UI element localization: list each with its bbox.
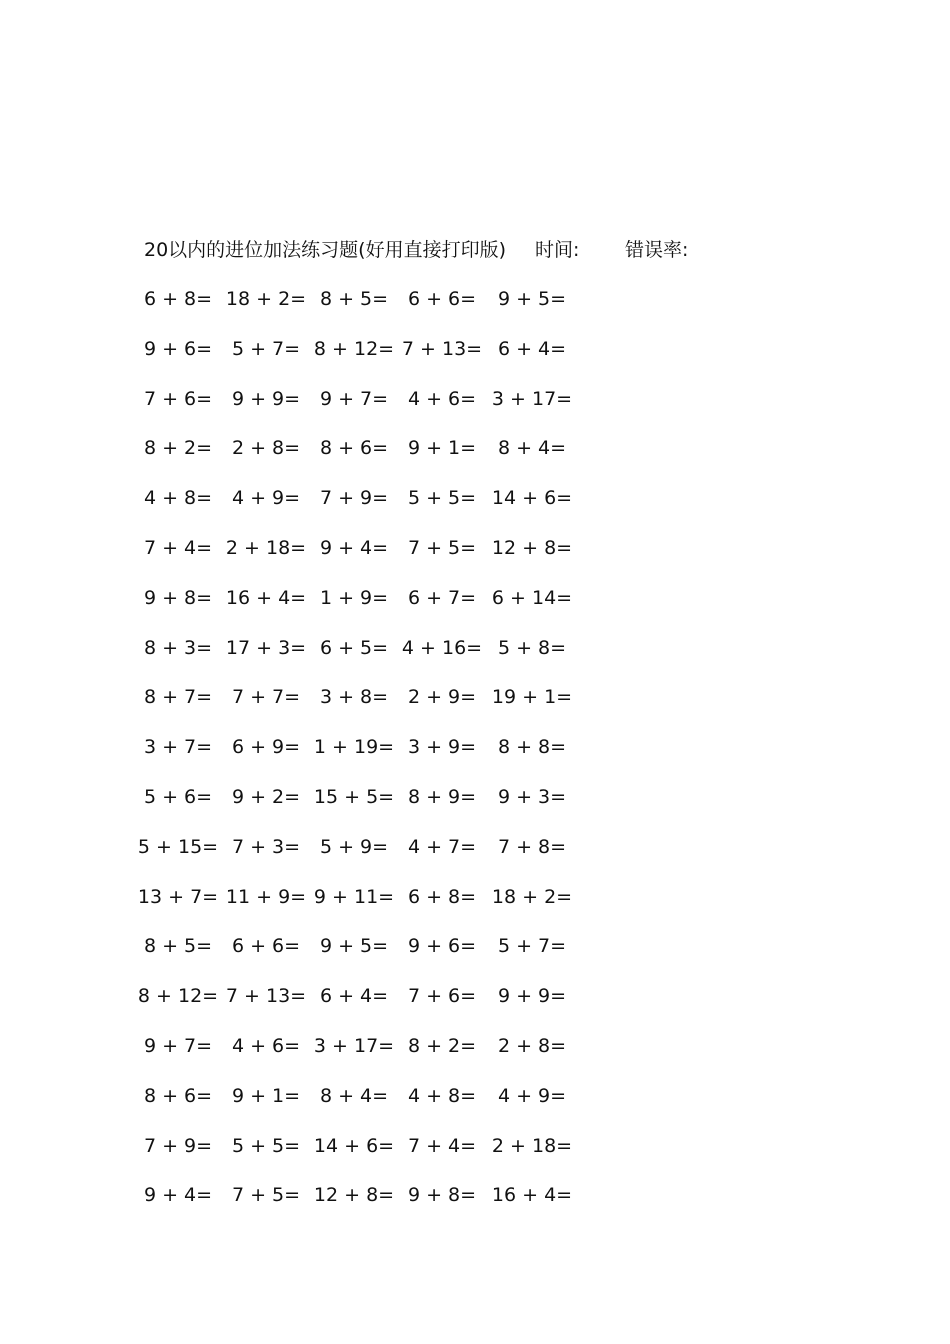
problem-cell: 2 + 18=: [491, 1135, 573, 1157]
problem-cell: 5 + 7=: [231, 338, 301, 360]
problem-cell: 7 + 3=: [231, 836, 301, 858]
problem-cell: 8 + 5=: [143, 935, 213, 957]
problem-cell: 5 + 8=: [497, 637, 567, 659]
problem-cell: 16 + 4=: [491, 1184, 573, 1206]
problem-cell: 5 + 15=: [137, 836, 219, 858]
problem-cell: 7 + 4=: [143, 537, 213, 559]
problem-cell: 7 + 9=: [319, 487, 389, 509]
problem-cell: 7 + 7=: [231, 686, 301, 708]
problem-cell: 9 + 11=: [313, 886, 395, 908]
problem-cell: 8 + 3=: [143, 637, 213, 659]
problem-cell: 4 + 8=: [407, 1085, 477, 1107]
problem-cell: 1 + 19=: [313, 736, 395, 758]
problem-cell: 9 + 8=: [143, 587, 213, 609]
problem-cell: 13 + 7=: [137, 886, 219, 908]
problem-cell: 9 + 9=: [231, 388, 301, 410]
problem-cell: 4 + 7=: [407, 836, 477, 858]
problem-cell: 3 + 9=: [407, 736, 477, 758]
problem-cell: 15 + 5=: [313, 786, 395, 808]
problem-cell: 16 + 4=: [225, 587, 307, 609]
worksheet-title: 20以内的进位加法练习题(好用直接打印版): [144, 239, 507, 261]
problem-cell: 3 + 7=: [143, 736, 213, 758]
problem-cell: 7 + 8=: [497, 836, 567, 858]
problem-cell: 5 + 9=: [319, 836, 389, 858]
problem-cell: 19 + 1=: [491, 686, 573, 708]
problem-cell: 8 + 4=: [497, 437, 567, 459]
problem-cell: 17 + 3=: [225, 637, 307, 659]
problem-cell: 2 + 8=: [497, 1035, 567, 1057]
problem-cell: 4 + 6=: [231, 1035, 301, 1057]
problem-cell: 8 + 7=: [143, 686, 213, 708]
problem-cell: 12 + 8=: [313, 1184, 395, 1206]
problem-cell: 4 + 6=: [407, 388, 477, 410]
problem-cell: 6 + 9=: [231, 736, 301, 758]
problem-cell: 6 + 6=: [407, 288, 477, 310]
problem-cell: 6 + 5=: [319, 637, 389, 659]
problem-cell: 8 + 12=: [313, 338, 395, 360]
problem-cell: 9 + 7=: [143, 1035, 213, 1057]
problem-cell: 7 + 5=: [231, 1184, 301, 1206]
problem-cell: 2 + 18=: [225, 537, 307, 559]
problem-cell: 9 + 1=: [231, 1085, 301, 1107]
problem-cell: 6 + 4=: [319, 985, 389, 1007]
problem-cell: 3 + 17=: [491, 388, 573, 410]
problem-cell: 8 + 8=: [497, 736, 567, 758]
problem-cell: 8 + 6=: [143, 1085, 213, 1107]
problem-cell: 4 + 9=: [231, 487, 301, 509]
problem-cell: 18 + 2=: [225, 288, 307, 310]
problem-cell: 3 + 17=: [313, 1035, 395, 1057]
problem-cell: 7 + 5=: [407, 537, 477, 559]
problem-cell: 2 + 8=: [231, 437, 301, 459]
problem-cell: 1 + 9=: [319, 587, 389, 609]
problem-cell: 8 + 2=: [143, 437, 213, 459]
problem-cell: 8 + 12=: [137, 985, 219, 1007]
problem-cell: 6 + 8=: [407, 886, 477, 908]
problem-cell: 14 + 6=: [491, 487, 573, 509]
problem-cell: 9 + 3=: [497, 786, 567, 808]
problem-cell: 6 + 7=: [407, 587, 477, 609]
problem-cell: 6 + 6=: [231, 935, 301, 957]
problem-cell: 4 + 16=: [401, 637, 483, 659]
problem-cell: 4 + 9=: [497, 1085, 567, 1107]
problem-cell: 6 + 8=: [143, 288, 213, 310]
problem-cell: 12 + 8=: [491, 537, 573, 559]
problem-cell: 5 + 6=: [143, 786, 213, 808]
problem-cell: 11 + 9=: [225, 886, 307, 908]
problem-cell: 9 + 4=: [319, 537, 389, 559]
problem-cell: 8 + 9=: [407, 786, 477, 808]
problem-cell: 9 + 7=: [319, 388, 389, 410]
error-rate-label: 错误率:: [625, 239, 689, 261]
problem-cell: 9 + 6=: [143, 338, 213, 360]
problem-cell: 6 + 14=: [491, 587, 573, 609]
problem-cell: 8 + 4=: [319, 1085, 389, 1107]
problem-cell: 7 + 9=: [143, 1135, 213, 1157]
problem-cell: 7 + 6=: [143, 388, 213, 410]
time-label: 时间:: [535, 239, 580, 261]
problem-cell: 7 + 13=: [225, 985, 307, 1007]
problem-cell: 9 + 2=: [231, 786, 301, 808]
problem-cell: 5 + 7=: [497, 935, 567, 957]
problem-cell: 3 + 8=: [319, 686, 389, 708]
problem-cell: 9 + 6=: [407, 935, 477, 957]
problem-cell: 9 + 5=: [319, 935, 389, 957]
problem-cell: 4 + 8=: [143, 487, 213, 509]
problem-cell: 9 + 1=: [407, 437, 477, 459]
problem-cell: 2 + 9=: [407, 686, 477, 708]
problem-cell: 8 + 5=: [319, 288, 389, 310]
problem-cell: 9 + 8=: [407, 1184, 477, 1206]
problem-cell: 7 + 4=: [407, 1135, 477, 1157]
problem-cell: 14 + 6=: [313, 1135, 395, 1157]
problem-cell: 6 + 4=: [497, 338, 567, 360]
problem-cell: 9 + 4=: [143, 1184, 213, 1206]
problem-cell: 8 + 2=: [407, 1035, 477, 1057]
problem-cell: 7 + 6=: [407, 985, 477, 1007]
problem-cell: 5 + 5=: [407, 487, 477, 509]
problem-cell: 8 + 6=: [319, 437, 389, 459]
problem-cell: 5 + 5=: [231, 1135, 301, 1157]
problem-cell: 9 + 9=: [497, 985, 567, 1007]
problem-cell: 18 + 2=: [491, 886, 573, 908]
problem-cell: 7 + 13=: [401, 338, 483, 360]
problem-cell: 9 + 5=: [497, 288, 567, 310]
